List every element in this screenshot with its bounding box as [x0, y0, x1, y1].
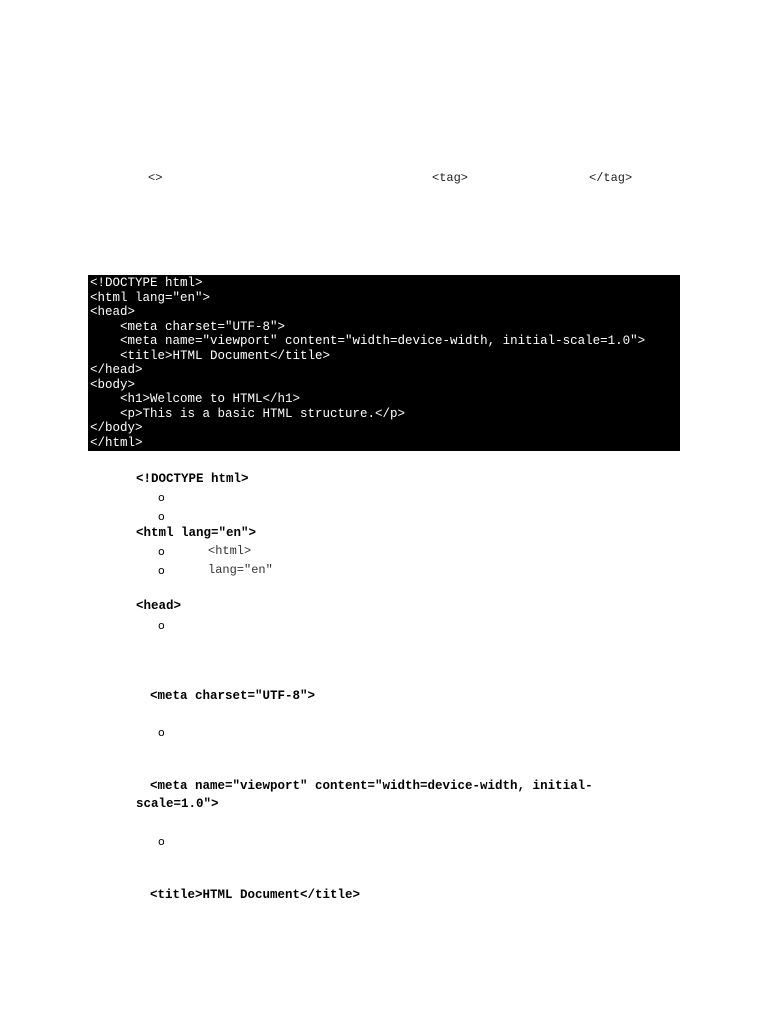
bullet: o [158, 545, 165, 558]
bullet: o [158, 619, 165, 632]
head-heading: <head> [136, 599, 182, 613]
meta-charset-heading: <meta charset="UTF-8"> [150, 689, 316, 703]
bullet: o [158, 491, 165, 504]
meta-viewport-heading-cont: scale=1.0"> [136, 797, 219, 811]
code-line: </head> [90, 363, 143, 377]
inline-code-open-tag: <tag> [432, 171, 469, 185]
code-line: <meta charset="UTF-8"> [90, 319, 286, 334]
code-line: <body> [90, 377, 136, 392]
html-lang-heading: <html lang="en"> [136, 526, 257, 540]
bullet: o [158, 564, 165, 577]
bullet: o [158, 835, 165, 848]
html-tag-code: <html> [208, 544, 252, 558]
code-line: <p>This is a basic HTML structure.</p> [90, 406, 406, 421]
doctype-heading: <!DOCTYPE html> [136, 472, 249, 486]
code-line: </body> [90, 421, 143, 435]
code-block [88, 275, 680, 451]
bullet: o [158, 726, 165, 739]
code-line: <h1>Welcome to HTML</h1> [90, 392, 301, 406]
code-line: <!DOCTYPE html> [90, 276, 203, 290]
code-line: <head> [90, 305, 136, 319]
title-heading: <title>HTML Document</title> [150, 888, 361, 902]
bullet: o [158, 510, 165, 523]
code-line: </html> [90, 435, 143, 450]
inline-code-angle-brackets: <> [148, 171, 163, 185]
code-line: <html lang="en"> [90, 290, 211, 305]
lang-attr-code: lang="en" [208, 563, 273, 577]
meta-viewport-heading: <meta name="viewport" content="width=device-width, initial- [150, 779, 593, 793]
inline-code-close-tag: </tag> [589, 171, 633, 185]
code-line: <title>HTML Document</title> [90, 348, 331, 363]
code-line: <meta name="viewport" content="width=device-width, initial-scale=1.0"> [90, 334, 646, 348]
